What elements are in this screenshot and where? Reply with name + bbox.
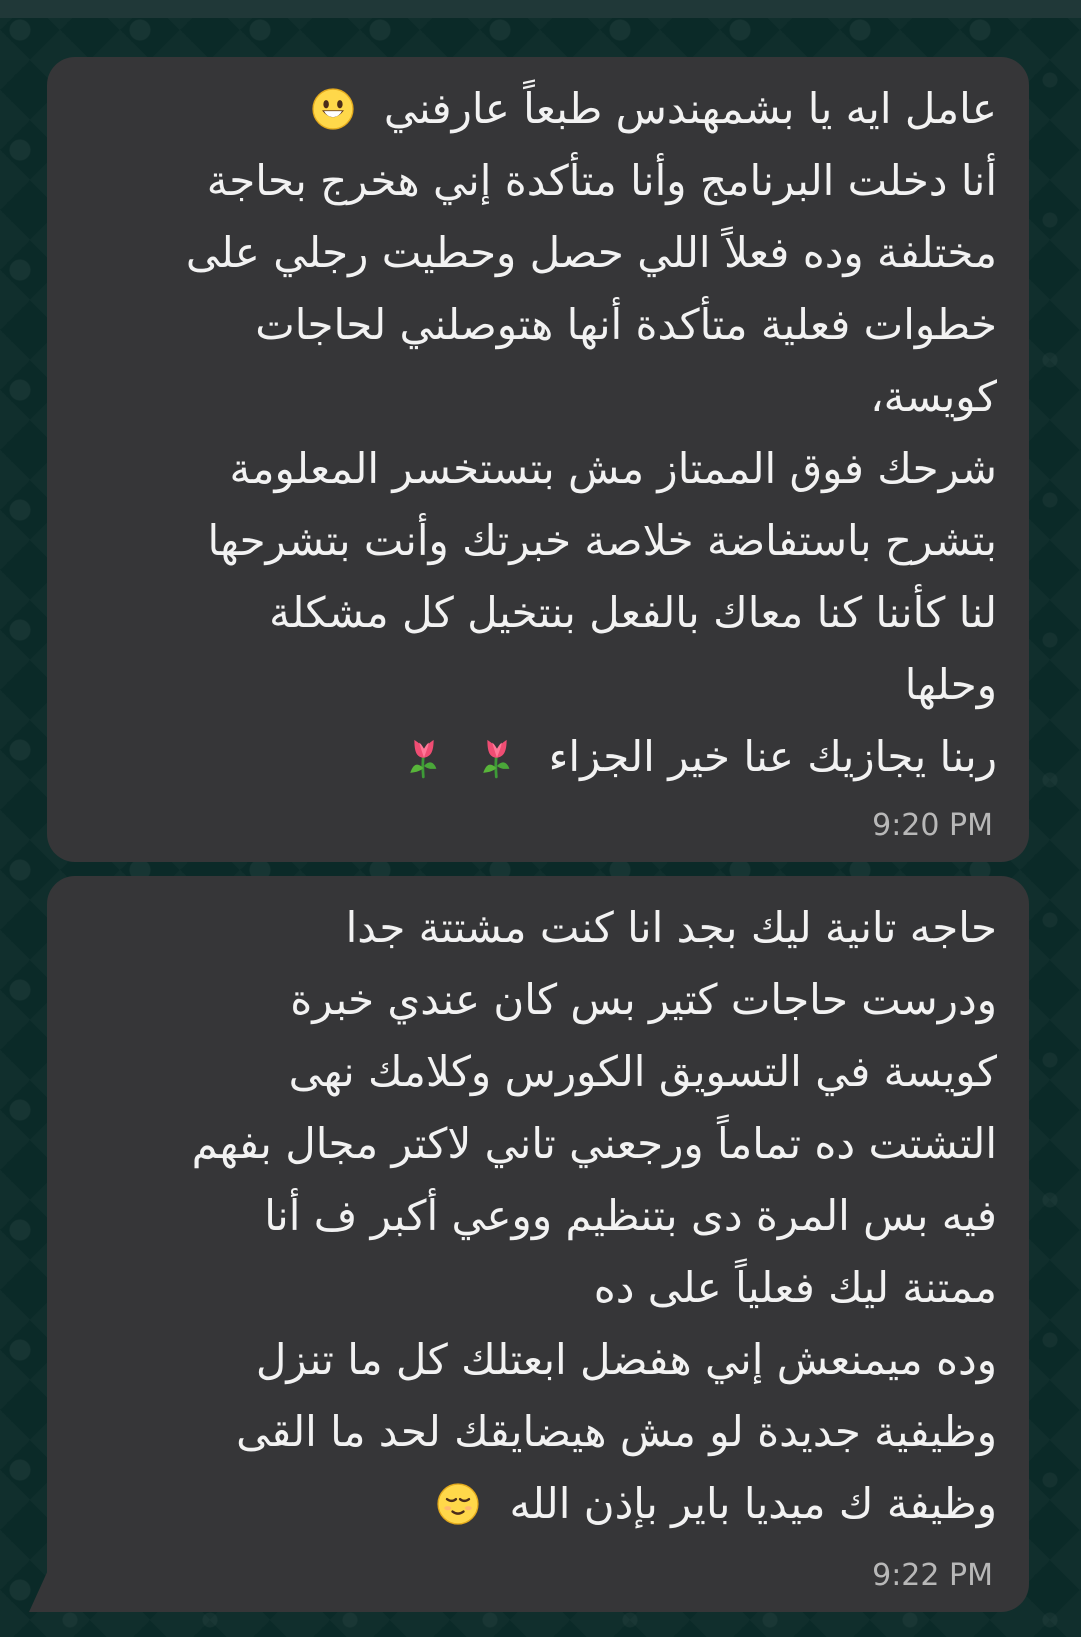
message-bubble-1[interactable] xyxy=(47,57,1029,862)
grinning-face-icon xyxy=(311,87,355,131)
message-2-line-3: كويسة في التسويق الكورس وكلامك نهى xyxy=(288,1047,997,1096)
message-1-line-8: لنا كأننا كنا معاك بالفعل بنتخيل كل مشكلة xyxy=(269,588,997,637)
message-text-2 xyxy=(81,892,997,1540)
message-2-line-1: حاجه تانية ليك بجد انا كنت مشتتة جدا xyxy=(345,903,997,952)
message-1-line-1 xyxy=(81,73,997,145)
message-2-line-9-text: وظيفة ك ميديا باير بإذن الله xyxy=(509,1479,997,1528)
message-2-line-5: فيه بس المرة دى بتنظيم ووعي أكبر ف أنا xyxy=(264,1191,997,1240)
message-1-line-6: شرحك فوق الممتاز مش بتستخسر المعلومة xyxy=(229,444,997,493)
tulip-icon xyxy=(475,735,519,779)
message-1-time: 9:20 PM xyxy=(872,808,993,843)
relieved-face-icon xyxy=(436,1482,480,1526)
message-1-line-1-text: عامل ايه يا بشمهندس طبعاً عارفني xyxy=(383,84,997,133)
message-1-line-9: وحلها xyxy=(904,660,997,709)
tulip-icon xyxy=(402,735,446,779)
message-bubble-2[interactable] xyxy=(47,876,1029,1612)
message-1-line-4: خطوات فعلية متأكدة أنها هتوصلني لحاجات xyxy=(255,300,997,349)
message-1-line-2: أنا دخلت البرنامج وأنا متأكدة إني هخرج بحاجة xyxy=(206,156,997,205)
message-1-line-10 xyxy=(81,721,997,793)
message-2-line-6: ممتنة ليك فعلياً على ده xyxy=(593,1263,997,1312)
message-1-line-5: كويسة، xyxy=(870,372,997,421)
message-1-line-7: بتشرح باستفاضة خلاصة خبرتك وأنت بتشرحها xyxy=(207,516,997,565)
message-2-line-4: التشتت ده تماماً ورجعني تاني لاكتر مجال بفهم xyxy=(191,1119,997,1168)
message-2-time: 9:22 PM xyxy=(872,1558,993,1593)
message-2-line-2: ودرست حاجات كتير بس كان عندي خبرة xyxy=(290,975,997,1024)
message-1-line-10-text: ربنا يجازيك عنا خير الجزاء xyxy=(548,732,997,781)
message-text-1 xyxy=(81,73,997,793)
message-2-line-7: وده ميمنعش إني هفضل ابعتلك كل ما تنزل xyxy=(255,1335,997,1384)
message-2-line-8: وظيفية جديدة لو مش هيضايقك لحد ما القى xyxy=(236,1407,997,1456)
message-tail xyxy=(29,1568,49,1612)
message-2-line-9 xyxy=(81,1468,997,1540)
top-edge xyxy=(0,0,1081,18)
message-1-line-3: مختلفة وده فعلاً اللي حصل وحطيت رجلي على xyxy=(185,228,997,277)
